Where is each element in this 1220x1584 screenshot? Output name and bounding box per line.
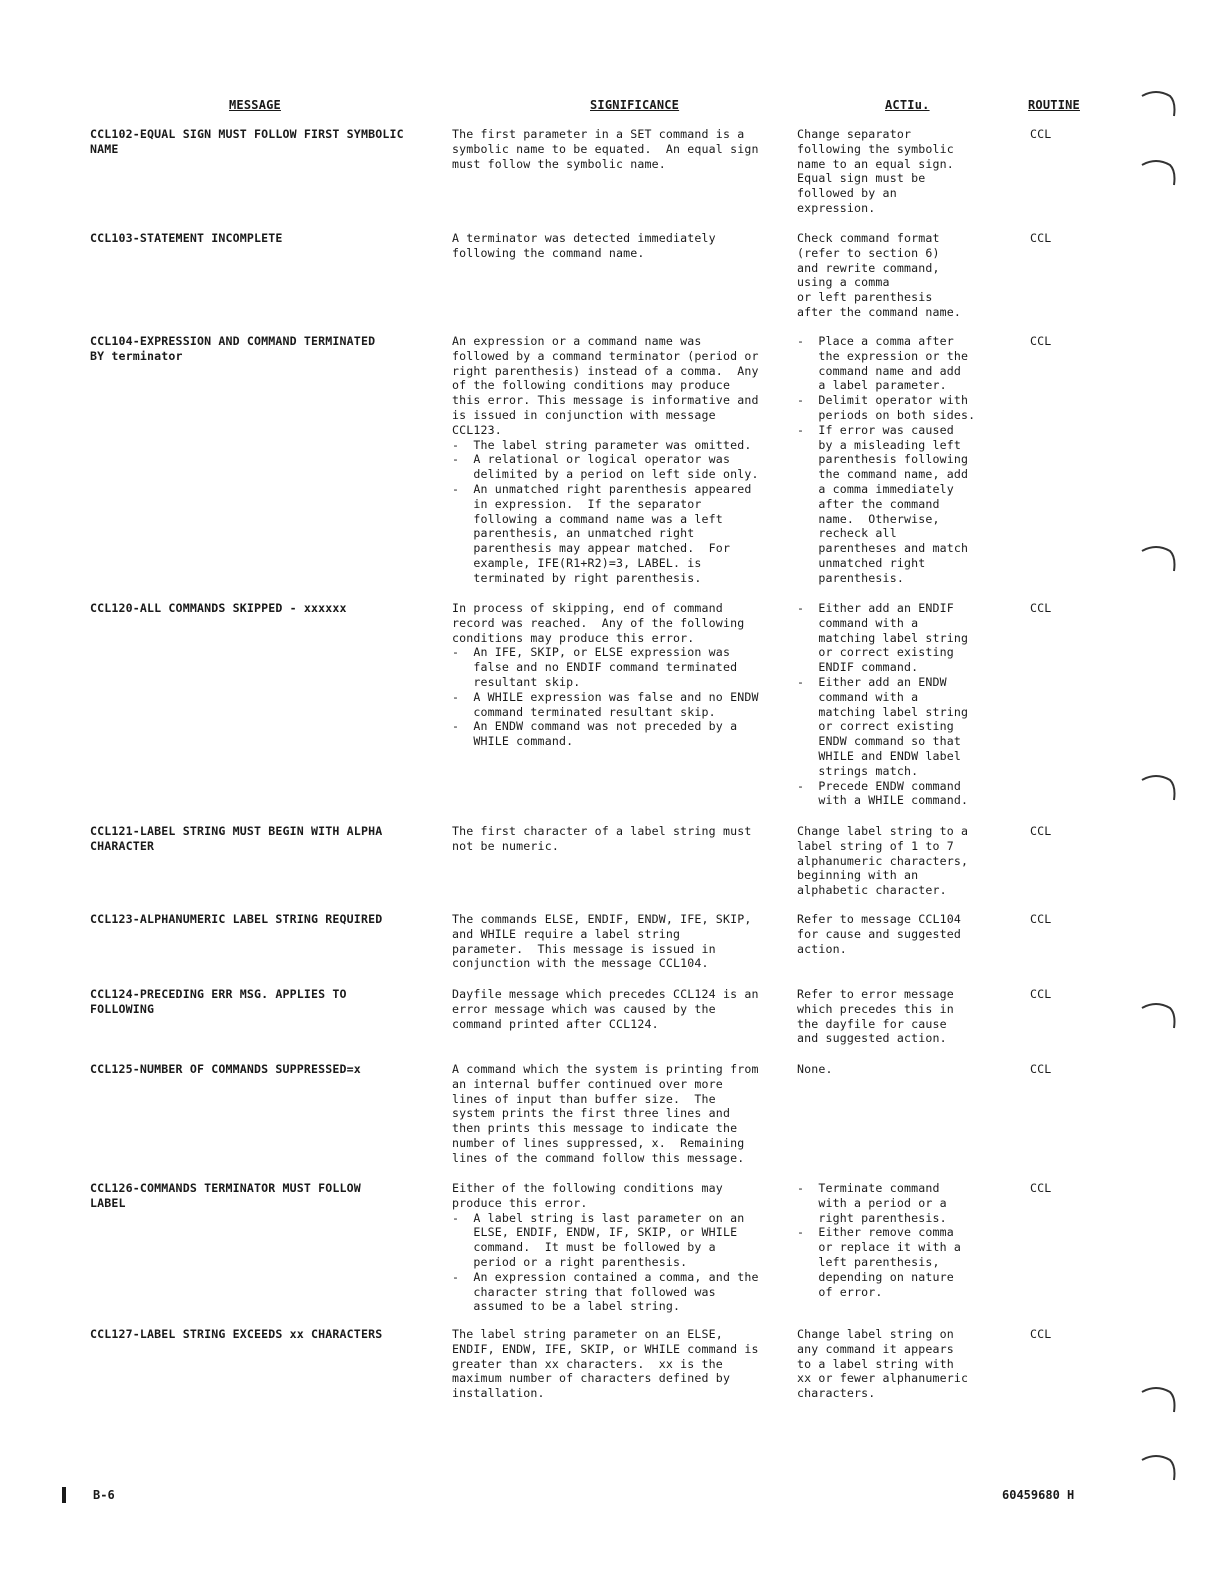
message-cell: CCL125-NUMBER OF COMMANDS SUPPRESSED=x [90, 1062, 361, 1076]
action-cell: None. [797, 1062, 833, 1076]
message-cell: CCL121-LABEL STRING MUST BEGIN WITH ALPHA CHARACTER [90, 824, 383, 853]
routine-cell: CCL [1030, 1327, 1052, 1341]
significance-cell: The label string parameter on an ELSE, ENDIF, ENDW, IFE, SKIP, or WHILE command is greater than xx characters. xx is the maximum number of characters defined by installation. [452, 1327, 759, 1401]
routine-cell: CCL [1030, 987, 1052, 1001]
significance-cell: An expression or a command name was followed by a command terminator (period or right parenthesis) instead of a comma. Any of the following conditions may produce this error. This message is informative and is issued in conjunction with message CCL123. - The label string parameter was omitted. - A relational or logical operator was delimited by a period on left side only. - An unmatched right parenthesis appeared in expression. If the separator following a command name was a left parenthesis, an unmatched right parenthesis may appear matched. For example, IFE(R1+R2)=3, LABEL. is terminated by right parenthesis. [452, 334, 759, 585]
change-bar [62, 1487, 66, 1503]
action-cell: - Either add an ENDIF command with a matching label string or correct existing ENDIF command. - Either add an ENDW command with a matching label string or correct existing ENDW command so that WHILE and ENDW label strings match. - Precede ENDW command with a WHILE command. [797, 601, 969, 808]
message-cell: CCL126-COMMANDS TERMINATOR MUST FOLLOW LABEL [90, 1181, 361, 1210]
binder-hole-mark [1138, 998, 1178, 1032]
significance-cell: Dayfile message which precedes CCL124 is an error message which was caused by the command printed after CCL124. [452, 987, 759, 1031]
action-cell: Change label string to a label string of 1 to 7 alphanumeric characters, beginning with an alphabetic character. [797, 824, 969, 898]
significance-cell: In process of skipping, end of command record was reached. Any of the following conditions may produce this error. - An IFE, SKIP, or ELSE expression was false and no ENDIF command terminated resultant skip. - A WHILE expression was false and no ENDW command terminated resultant skip. - An ENDW command was not preceded by a WHILE command. [452, 601, 759, 749]
significance-cell: The first character of a label string must not be numeric. [452, 824, 752, 853]
significance-cell: Either of the following conditions may produce this error. - A label string is last parameter on an ELSE, ENDIF, ENDW, IF, SKIP, or WHILE command. It must be followed by a period or a right parenthesis. - An expression contained a comma, and the character string that followed was assumed to be a label string. [452, 1181, 759, 1314]
message-cell: CCL120-ALL COMMANDS SKIPPED - xxxxxx [90, 601, 347, 615]
header-message: MESSAGE [229, 98, 281, 112]
binder-hole-mark [1138, 155, 1178, 189]
routine-cell: CCL [1030, 824, 1052, 838]
routine-cell: CCL [1030, 601, 1052, 615]
action-cell: Change label string on any command it appears to a label string with xx or fewer alphanumeric characters. [797, 1327, 969, 1401]
message-cell: CCL103-STATEMENT INCOMPLETE [90, 231, 283, 245]
significance-cell: A command which the system is printing from an internal buffer continued over more lines of input than buffer size. The system prints the first three lines and then prints this message to indicate the number of lines suppressed, x. Remaining lines of the command follow this message. [452, 1062, 759, 1165]
page-number: B-6 [93, 1488, 115, 1502]
binder-hole-mark [1138, 770, 1178, 804]
binder-hole-mark [1138, 541, 1178, 575]
action-cell: Refer to message CCL104 for cause and suggested action. [797, 912, 961, 956]
routine-cell: CCL [1030, 231, 1052, 245]
action-cell: Check command format (refer to section 6) and rewrite command, using a comma or left parenthesis after the command name. [797, 231, 961, 319]
message-cell: CCL104-EXPRESSION AND COMMAND TERMINATED BY terminator [90, 334, 376, 363]
document-number: 60459680 H [1002, 1488, 1075, 1502]
action-cell: Refer to error message which precedes this in the dayfile for cause and suggested action. [797, 987, 954, 1046]
routine-cell: CCL [1030, 1181, 1052, 1195]
header-action: ACTIu. [885, 98, 930, 112]
significance-cell: The first parameter in a SET command is a symbolic name to be equated. An equal sign must follow the symbolic name. [452, 127, 759, 171]
binder-hole-mark [1138, 1382, 1178, 1416]
action-cell: Change separator following the symbolic name to an equal sign. Equal sign must be followed by an expression. [797, 127, 954, 215]
binder-hole-mark [1138, 1450, 1178, 1484]
action-cell: - Place a comma after the expression or the command name and add a label parameter. - Delimit operator with periods on both sides. - If error was caused by a misleading left parenthesis following the command name, add a comma immediately after the command name. Otherwise, recheck all parentheses and match unmatched right parenthesis. [797, 334, 976, 585]
significance-cell: A terminator was detected immediately following the command name. [452, 231, 716, 260]
action-cell: - Terminate command with a period or a right parenthesis. - Either remove comma or replace it with a left parenthesis, depending on nature of error. [797, 1181, 961, 1299]
message-cell: CCL102-EQUAL SIGN MUST FOLLOW FIRST SYMBOLIC NAME [90, 127, 404, 156]
message-cell: CCL123-ALPHANUMERIC LABEL STRING REQUIRED [90, 912, 383, 926]
significance-cell: The commands ELSE, ENDIF, ENDW, IFE, SKIP, and WHILE require a label string parameter. This message is issued in conjunction with the message CCL104. [452, 912, 752, 971]
routine-cell: CCL [1030, 127, 1052, 141]
message-cell: CCL127-LABEL STRING EXCEEDS xx CHARACTERS [90, 1327, 383, 1341]
header-routine: ROUTINE [1028, 98, 1080, 112]
header-significance: SIGNIFICANCE [590, 98, 680, 112]
routine-cell: CCL [1030, 334, 1052, 348]
binder-hole-mark [1138, 86, 1178, 120]
message-cell: CCL124-PRECEDING ERR MSG. APPLIES TO FOLLOWING [90, 987, 347, 1016]
routine-cell: CCL [1030, 1062, 1052, 1076]
routine-cell: CCL [1030, 912, 1052, 926]
